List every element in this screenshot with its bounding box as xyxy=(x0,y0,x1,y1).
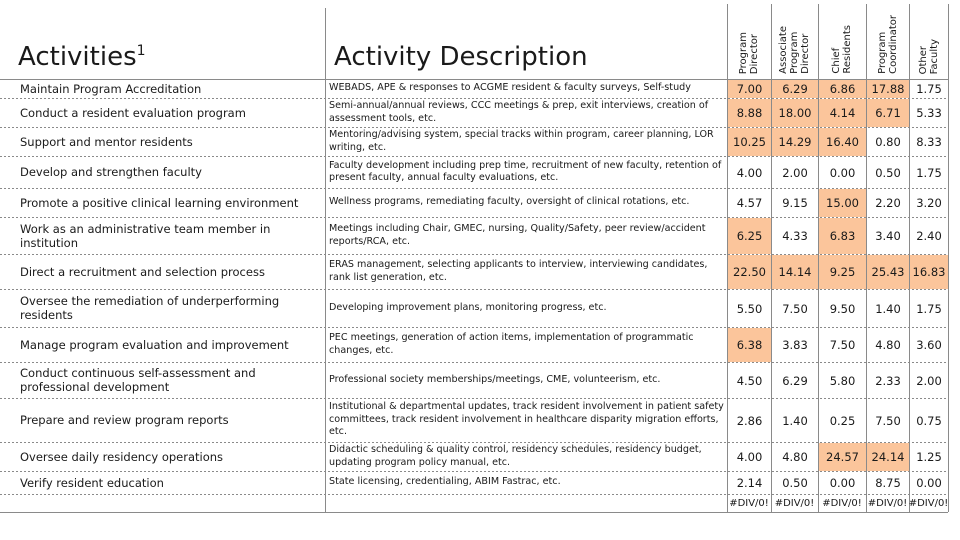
value-cell-other-faculty: 2.40 xyxy=(916,229,942,243)
value-cell-chief-residents: 5.80 xyxy=(829,373,856,388)
activity-name: Work as an administrative team member in institution xyxy=(20,221,271,250)
value-cell-chief-residents: 4.14 xyxy=(819,99,866,127)
value-cell-other-faculty: 1.25 xyxy=(916,450,942,464)
value-cell-other-faculty: 0.75 xyxy=(916,413,942,428)
activity-name: Support and mentor residents xyxy=(20,134,193,149)
value-cell-associate-program-director: 14.29 xyxy=(772,128,818,156)
value-cell-chief-residents: 7.50 xyxy=(829,338,856,352)
activity-description: Meetings including Chair, GMEC, nursing, Quality/Safety, peer review/accident reports/RCA, etc. xyxy=(329,223,706,247)
activity-name: Oversee the remediation of underperforming residents xyxy=(20,294,280,322)
activity-name: Develop and strengthen faculty xyxy=(20,165,202,179)
value-cell-chief-residents: 0.00 xyxy=(829,476,856,490)
value-cell-program-coordinator: 25.43 xyxy=(867,255,909,289)
value-cell-chief-residents: 0.00 xyxy=(829,165,856,180)
activity-description: Didactic scheduling & quality control, residency schedules, residency budget, updating program policy manual, etc. xyxy=(329,444,702,468)
header-description: Activity Description xyxy=(334,42,588,72)
activity-description: Developing improvement plans, monitoring progress, etc. xyxy=(329,301,607,313)
total-cell-chief-residents: #DIV/0! xyxy=(822,497,862,509)
column-header-label: Associate Program Director xyxy=(778,26,811,74)
value-cell-program-coordinator: 2.33 xyxy=(875,373,901,388)
value-cell-program-director: 5.50 xyxy=(736,301,763,316)
value-cell-other-faculty: 0.00 xyxy=(916,476,942,490)
value-cell-program-coordinator: 0.80 xyxy=(875,135,901,149)
value-cell-program-coordinator: 8.75 xyxy=(875,476,901,490)
value-cell-associate-program-director: 6.29 xyxy=(782,373,808,388)
grid-vline xyxy=(948,4,949,512)
column-header-label: Program Coordinator xyxy=(876,15,899,74)
value-cell-associate-program-director: 9.15 xyxy=(782,196,808,210)
value-cell-other-faculty: 3.60 xyxy=(916,338,942,352)
value-cell-program-coordinator: 17.88 xyxy=(867,80,909,98)
value-cell-program-director: 8.88 xyxy=(728,99,771,127)
value-cell-associate-program-director: 4.80 xyxy=(782,450,808,464)
value-cell-chief-residents: 6.86 xyxy=(819,80,866,98)
value-cell-chief-residents: 16.40 xyxy=(819,128,866,156)
column-header-label: Program Director xyxy=(738,31,760,74)
value-cell-associate-program-director: 3.83 xyxy=(782,338,808,352)
value-cell-other-faculty: 1.75 xyxy=(916,82,942,96)
value-cell-other-faculty: 16.83 xyxy=(910,255,948,289)
value-cell-program-director: 6.38 xyxy=(728,328,771,362)
value-cell-chief-residents: 0.25 xyxy=(829,413,856,428)
value-cell-chief-residents: 6.83 xyxy=(819,218,866,254)
value-cell-program-director: 10.25 xyxy=(728,128,771,156)
value-cell-associate-program-director: 2.00 xyxy=(782,165,808,180)
activity-name: Direct a recruitment and selection process xyxy=(20,264,265,279)
activity-description: WEBADS, APE & responses to ACGME resident & faculty surveys, Self-study xyxy=(329,82,691,94)
value-cell-program-director: 7.00 xyxy=(728,80,771,98)
activity-description: Faculty development including prep time, recruitment of new faculty, retention of present faculty, annual faculty evaluations, etc. xyxy=(329,159,722,183)
left-gutter xyxy=(0,78,18,510)
value-cell-program-director: 4.00 xyxy=(736,165,763,180)
value-cell-program-coordinator: 24.14 xyxy=(867,443,909,471)
value-cell-associate-program-director: 4.33 xyxy=(782,229,808,243)
activity-name: Conduct continuous self-assessment and professional development xyxy=(20,366,256,394)
activity-description: Semi-annual/annual reviews, CCC meetings & prep, exit interviews, creation of assessment tools, etc. xyxy=(329,100,709,124)
value-cell-program-director: 22.50 xyxy=(728,255,771,289)
total-cell-program-director: #DIV/0! xyxy=(729,497,769,509)
value-cell-program-coordinator: 7.50 xyxy=(875,413,901,428)
value-cell-program-coordinator: 1.40 xyxy=(875,301,901,316)
header-activities xyxy=(18,42,146,72)
activity-name: Oversee daily residency operations xyxy=(20,449,224,464)
activity-name: Promote a positive clinical learning environment xyxy=(20,195,299,210)
value-cell-other-faculty: 1.75 xyxy=(916,165,942,180)
activity-description: ERAS management, selecting applicants to interview, interviewing candidates, rank list generation, etc. xyxy=(329,259,708,283)
value-cell-associate-program-director: 18.00 xyxy=(772,99,818,127)
value-cell-associate-program-director: 7.50 xyxy=(782,301,808,316)
column-header-label: Chief Residents xyxy=(831,25,853,74)
value-cell-other-faculty: 3.20 xyxy=(916,196,942,210)
value-cell-associate-program-director: 14.14 xyxy=(772,255,818,289)
column-header-program-director xyxy=(727,4,771,74)
value-cell-program-coordinator: 4.80 xyxy=(875,338,901,352)
value-cell-other-faculty: 8.33 xyxy=(916,135,942,149)
value-cell-other-faculty: 1.75 xyxy=(916,301,942,316)
column-header-associate-program-director xyxy=(771,4,818,74)
value-cell-program-director: 4.57 xyxy=(736,196,763,210)
value-cell-program-coordinator: 0.50 xyxy=(875,165,901,180)
total-cell-other-faculty: #DIV/0! xyxy=(908,497,949,509)
value-cell-program-director: 4.00 xyxy=(736,450,763,464)
value-cell-other-faculty: 2.00 xyxy=(916,373,942,388)
value-cell-associate-program-director: 0.50 xyxy=(782,476,808,490)
column-header-program-coordinator xyxy=(866,4,909,74)
column-header-other-faculty xyxy=(909,4,948,74)
activity-description: Institutional & departmental updates, track resident involvement in patient safety committees, track resident involvement in healthcare disparity migration efforts, etc. xyxy=(329,401,724,438)
grid-vline xyxy=(325,8,326,512)
activity-description: PEC meetings, generation of action items, implementation of programmatic changes, etc. xyxy=(329,332,694,356)
value-cell-program-director: 2.86 xyxy=(736,413,763,428)
activity-name: Prepare and review program reports xyxy=(20,413,229,427)
value-cell-chief-residents: 15.00 xyxy=(819,189,866,217)
activity-name: Verify resident education xyxy=(20,475,164,490)
value-cell-program-director: 6.25 xyxy=(728,218,771,254)
value-cell-chief-residents: 24.57 xyxy=(819,443,866,471)
grid-hline xyxy=(0,512,948,513)
value-cell-chief-residents: 9.25 xyxy=(819,255,866,289)
total-cell-program-coordinator: #DIV/0! xyxy=(867,497,908,509)
activity-description: State licensing, credentialing, ABIM Fastrac, etc. xyxy=(329,476,561,488)
activity-name: Maintain Program Accreditation xyxy=(20,81,202,96)
value-cell-associate-program-director: 6.29 xyxy=(772,80,818,98)
activity-name: Conduct a resident evaluation program xyxy=(20,105,246,120)
value-cell-associate-program-director: 1.40 xyxy=(782,413,808,428)
activity-description: Mentoring/advising system, special tracks within program, career planning, LOR writing, etc. xyxy=(329,129,714,153)
value-cell-program-director: 2.14 xyxy=(736,476,763,490)
total-cell-associate-program-director: #DIV/0! xyxy=(774,497,815,509)
value-cell-program-coordinator: 3.40 xyxy=(875,229,901,243)
value-cell-chief-residents: 9.50 xyxy=(829,301,856,316)
footnote-mark: 1 xyxy=(136,43,146,59)
value-cell-other-faculty: 5.33 xyxy=(916,106,942,120)
activity-name: Manage program evaluation and improvement xyxy=(20,337,289,352)
column-header-label: Other Faculty xyxy=(917,38,940,74)
column-header-chief-residents xyxy=(818,4,866,74)
activities-title: Activities xyxy=(18,42,137,72)
value-cell-program-coordinator: 2.20 xyxy=(875,196,901,210)
value-cell-program-director: 4.50 xyxy=(736,373,763,388)
activity-description: Professional society memberships/meetings, CME, volunteerism, etc. xyxy=(329,373,661,385)
activity-description: Wellness programs, remediating faculty, oversight of clinical rotations, etc. xyxy=(329,196,690,208)
value-cell-program-coordinator: 6.71 xyxy=(867,99,909,127)
